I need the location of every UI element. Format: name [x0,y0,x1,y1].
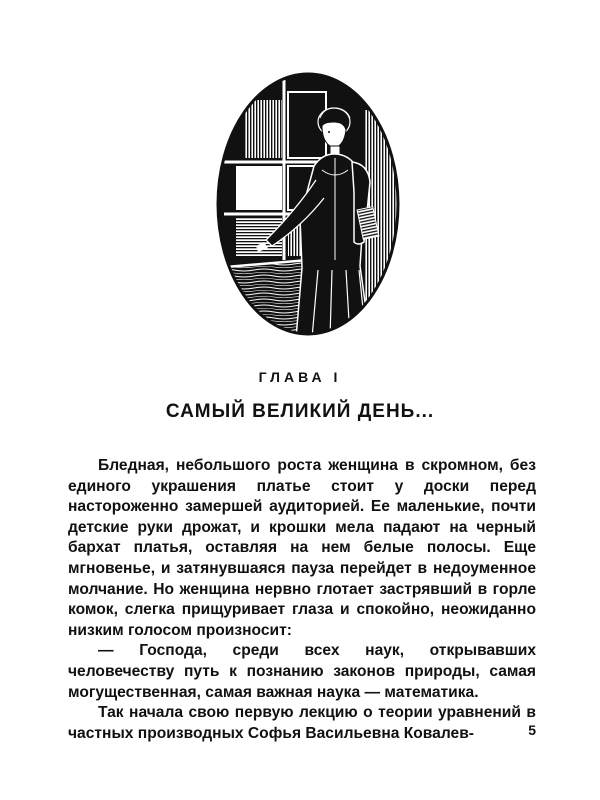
body-text [68,456,536,744]
paragraph: — Господа, среди всех наук, открывавших человечеству путь к познанию законов природы, самая могущественная, самая важная наука — математика. [68,642,536,701]
paragraph: Так начала свою первую лекцию о теории уравнений в частных производных Софья Васильевна Ковалев- [68,704,536,742]
paragraph: Бледная, небольшого роста женщина в скромном, без единого украшения платье стоит у доски перед настороженно замершей аудиторией. Ее маленькие, почти детские руки дрожат, и крошки мела падают на черный бархат платья, оставляя на нем белые полосы. Еще мгновенье, и затянувшаяся пауза перейдет в недоуменное молчание. Но женщина нервно глотает застрявший в горле комок, слегка прищуривает глаза и спокойно, неожиданно низким голосом произносит: [68,457,536,639]
oval-portrait-illustration [214,70,402,338]
window-pane [244,100,282,158]
window-pane [236,166,282,210]
page-number: 5 [528,722,536,738]
chapter-title: САМЫЙ ВЕЛИКИЙ ДЕНЬ... [165,401,435,422]
chapter-label: ГЛАВА I [258,369,342,385]
